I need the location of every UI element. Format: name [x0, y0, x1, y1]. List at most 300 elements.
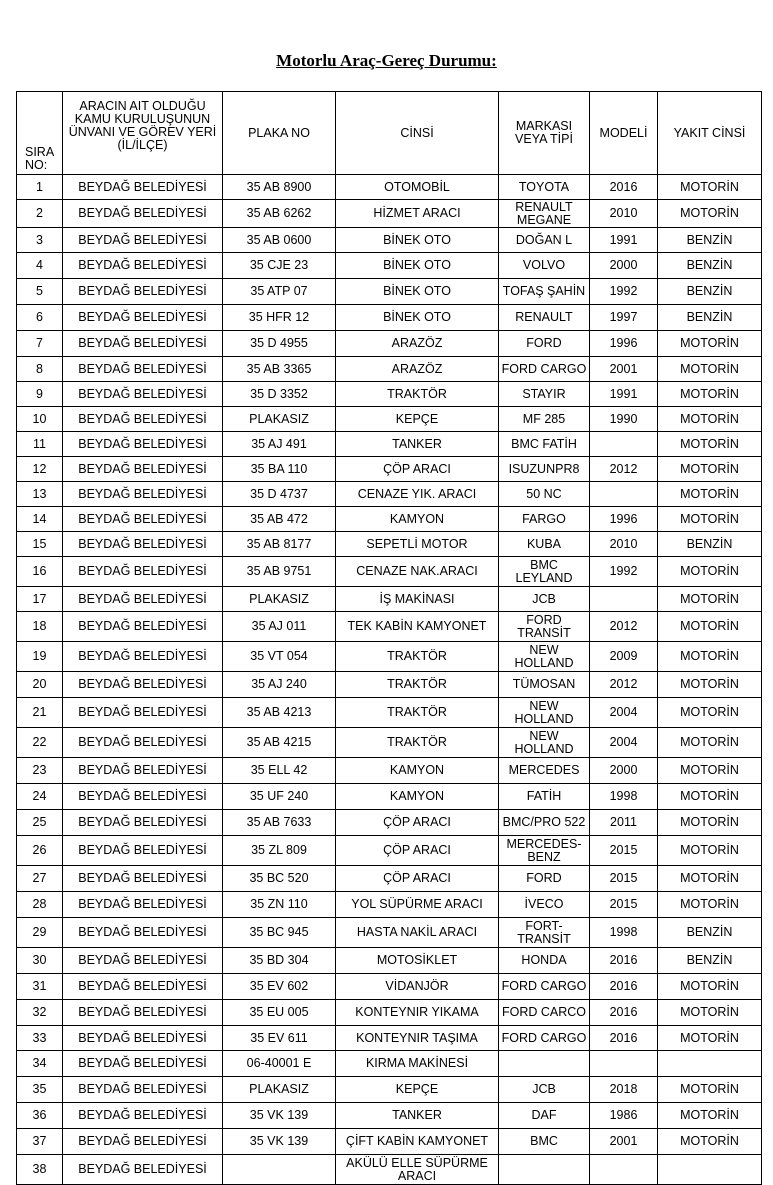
- table-row: [17, 672, 762, 698]
- cell-cinsi: KAMYON: [336, 507, 499, 532]
- cell-model: [590, 482, 658, 507]
- cell-cinsi: ÇÖP ARACI: [336, 836, 499, 866]
- cell-marka: TÜMOSAN: [499, 672, 590, 698]
- cell-sira-no: 18: [17, 612, 63, 642]
- cell-plaka: 35 CJE 23: [223, 253, 336, 279]
- table-row: [17, 279, 762, 305]
- cell-plaka: 35 EV 602: [223, 974, 336, 1000]
- cell-model: 2015: [590, 892, 658, 918]
- cell-model: 2004: [590, 698, 658, 728]
- cell-sira-no: 36: [17, 1103, 63, 1129]
- cell-cinsi: TRAKTÖR: [336, 642, 499, 672]
- cell-model: 2016: [590, 175, 658, 200]
- cell-plaka: 35 AB 7633: [223, 810, 336, 836]
- cell-model: 2016: [590, 974, 658, 1000]
- cell-cinsi: TRAKTÖR: [336, 672, 499, 698]
- cell-kurum: BEYDAĞ BELEDİYESİ: [63, 532, 223, 557]
- cell-model: 1986: [590, 1103, 658, 1129]
- table-row: [17, 974, 762, 1000]
- cell-plaka: 35 BA 110: [223, 457, 336, 482]
- cell-kurum: BEYDAĞ BELEDİYESİ: [63, 1129, 223, 1155]
- cell-model: 1991: [590, 382, 658, 407]
- cell-marka: FARGO: [499, 507, 590, 532]
- cell-model: 2012: [590, 612, 658, 642]
- cell-sira-no: 12: [17, 457, 63, 482]
- cell-sira-no: 15: [17, 532, 63, 557]
- cell-marka: FORD: [499, 866, 590, 892]
- cell-plaka: 35 ATP 07: [223, 279, 336, 305]
- cell-marka: JCB: [499, 587, 590, 612]
- cell-sira-no: 16: [17, 557, 63, 587]
- cell-yakit: MOTORİN: [658, 1026, 762, 1051]
- cell-yakit: [658, 1051, 762, 1077]
- cell-yakit: BENZİN: [658, 279, 762, 305]
- header-marka: MARKASI VEYA TİPİ: [499, 92, 590, 175]
- cell-plaka: 35 VK 139: [223, 1129, 336, 1155]
- table-row: [17, 1103, 762, 1129]
- cell-marka: BMC: [499, 1129, 590, 1155]
- cell-yakit: MOTORİN: [658, 407, 762, 432]
- cell-plaka: 35 EV 611: [223, 1026, 336, 1051]
- cell-sira-no: 20: [17, 672, 63, 698]
- cell-cinsi: MOTOSİKLET: [336, 948, 499, 974]
- cell-cinsi: CENAZE NAK.ARACI: [336, 557, 499, 587]
- cell-model: 2010: [590, 532, 658, 557]
- cell-cinsi: TRAKTÖR: [336, 728, 499, 758]
- cell-marka: MERCEDES-BENZ: [499, 836, 590, 866]
- cell-cinsi: BİNEK OTO: [336, 279, 499, 305]
- table-row: [17, 948, 762, 974]
- cell-sira-no: 14: [17, 507, 63, 532]
- cell-sira-no: 3: [17, 228, 63, 253]
- cell-model: 1998: [590, 784, 658, 810]
- table-row: [17, 698, 762, 728]
- cell-yakit: MOTORİN: [658, 728, 762, 758]
- cell-yakit: MOTORİN: [658, 457, 762, 482]
- cell-model: 2004: [590, 728, 658, 758]
- cell-plaka: 35 AB 8900: [223, 175, 336, 200]
- cell-yakit: MOTORİN: [658, 1103, 762, 1129]
- cell-kurum: BEYDAĞ BELEDİYESİ: [63, 758, 223, 784]
- page-title: Motorlu Araç-Gereç Durumu:: [276, 51, 497, 70]
- cell-kurum: BEYDAĞ BELEDİYESİ: [63, 587, 223, 612]
- cell-kurum: BEYDAĞ BELEDİYESİ: [63, 892, 223, 918]
- cell-plaka: 35 AB 4215: [223, 728, 336, 758]
- cell-plaka: 35 AB 472: [223, 507, 336, 532]
- cell-marka: [499, 1051, 590, 1077]
- cell-yakit: MOTORİN: [658, 357, 762, 382]
- table-row: [17, 457, 762, 482]
- cell-model: 2016: [590, 1026, 658, 1051]
- cell-yakit: MOTORİN: [658, 810, 762, 836]
- cell-kurum: BEYDAĞ BELEDİYESİ: [63, 279, 223, 305]
- cell-kurum: BEYDAĞ BELEDİYESİ: [63, 698, 223, 728]
- table-row: [17, 532, 762, 557]
- cell-kurum: BEYDAĞ BELEDİYESİ: [63, 457, 223, 482]
- cell-sira-no: 9: [17, 382, 63, 407]
- table-row: [17, 482, 762, 507]
- cell-plaka: 35 D 4955: [223, 331, 336, 357]
- cell-model: 2018: [590, 1077, 658, 1103]
- table-row: [17, 918, 762, 948]
- cell-marka: FORD CARGO: [499, 974, 590, 1000]
- cell-yakit: BENZİN: [658, 918, 762, 948]
- cell-sira-no: 26: [17, 836, 63, 866]
- cell-sira-no: 6: [17, 305, 63, 331]
- cell-cinsi: KONTEYNIR YIKAMA: [336, 1000, 499, 1026]
- cell-cinsi: BİNEK OTO: [336, 228, 499, 253]
- cell-model: 2012: [590, 457, 658, 482]
- cell-model: 2000: [590, 253, 658, 279]
- cell-model: 2012: [590, 672, 658, 698]
- cell-sira-no: 10: [17, 407, 63, 432]
- cell-sira-no: 11: [17, 432, 63, 457]
- cell-plaka: 35 BD 304: [223, 948, 336, 974]
- cell-cinsi: KAMYON: [336, 758, 499, 784]
- table-row: [17, 1000, 762, 1026]
- cell-cinsi: CENAZE YIK. ARACI: [336, 482, 499, 507]
- cell-sira-no: 28: [17, 892, 63, 918]
- cell-yakit: BENZİN: [658, 305, 762, 331]
- cell-cinsi: KONTEYNIR TAŞIMA: [336, 1026, 499, 1051]
- table-row: [17, 784, 762, 810]
- cell-model: 2001: [590, 1129, 658, 1155]
- cell-sira-no: 32: [17, 1000, 63, 1026]
- cell-cinsi: KEPÇE: [336, 407, 499, 432]
- cell-yakit: MOTORİN: [658, 557, 762, 587]
- cell-cinsi: KIRMA MAKİNESİ: [336, 1051, 499, 1077]
- cell-plaka: [223, 1155, 336, 1185]
- cell-marka: BMC FATİH: [499, 432, 590, 457]
- cell-marka: FORD CARGO: [499, 357, 590, 382]
- cell-cinsi: BİNEK OTO: [336, 305, 499, 331]
- cell-marka: ISUZUNPR8: [499, 457, 590, 482]
- cell-cinsi: ÇÖP ARACI: [336, 866, 499, 892]
- cell-cinsi: YOL SÜPÜRME ARACI: [336, 892, 499, 918]
- cell-model: 1990: [590, 407, 658, 432]
- cell-kurum: BEYDAĞ BELEDİYESİ: [63, 612, 223, 642]
- table-body: [17, 175, 762, 1185]
- cell-cinsi: ÇÖP ARACI: [336, 457, 499, 482]
- cell-kurum: BEYDAĞ BELEDİYESİ: [63, 482, 223, 507]
- cell-cinsi: ÇÖP ARACI: [336, 810, 499, 836]
- cell-kurum: BEYDAĞ BELEDİYESİ: [63, 200, 223, 228]
- header-kurum: ARACIN AIT OLDUĞU KAMU KURULUŞUNUN ÜNVANI VE GÖREV YERİ (İL/İLÇE): [63, 92, 223, 175]
- table-row: [17, 357, 762, 382]
- cell-plaka: 35 AB 4213: [223, 698, 336, 728]
- cell-marka: FORD TRANSİT: [499, 612, 590, 642]
- cell-plaka: 35 VK 139: [223, 1103, 336, 1129]
- cell-kurum: BEYDAĞ BELEDİYESİ: [63, 1077, 223, 1103]
- cell-model: 1992: [590, 557, 658, 587]
- cell-kurum: BEYDAĞ BELEDİYESİ: [63, 1051, 223, 1077]
- cell-marka: 50 NC: [499, 482, 590, 507]
- cell-yakit: MOTORİN: [658, 974, 762, 1000]
- cell-plaka: 35 AB 9751: [223, 557, 336, 587]
- cell-marka: İVECO: [499, 892, 590, 918]
- table-row: [17, 758, 762, 784]
- cell-yakit: BENZİN: [658, 532, 762, 557]
- cell-plaka: 35 D 4737: [223, 482, 336, 507]
- cell-model: 1992: [590, 279, 658, 305]
- cell-model: 2015: [590, 836, 658, 866]
- cell-sira-no: 27: [17, 866, 63, 892]
- cell-plaka: 35 VT 054: [223, 642, 336, 672]
- table-row: [17, 382, 762, 407]
- cell-plaka: 35 AJ 011: [223, 612, 336, 642]
- cell-plaka: 35 ZL 809: [223, 836, 336, 866]
- cell-plaka: 35 BC 520: [223, 866, 336, 892]
- cell-kurum: BEYDAĞ BELEDİYESİ: [63, 331, 223, 357]
- cell-sira-no: 34: [17, 1051, 63, 1077]
- cell-sira-no: 24: [17, 784, 63, 810]
- cell-kurum: BEYDAĞ BELEDİYESİ: [63, 1103, 223, 1129]
- cell-kurum: BEYDAĞ BELEDİYESİ: [63, 866, 223, 892]
- table-row: [17, 200, 762, 228]
- cell-sira-no: 1: [17, 175, 63, 200]
- cell-marka: STAYIR: [499, 382, 590, 407]
- cell-cinsi: VİDANJÖR: [336, 974, 499, 1000]
- cell-yakit: MOTORİN: [658, 758, 762, 784]
- cell-model: [590, 1051, 658, 1077]
- cell-plaka: 06-40001 E: [223, 1051, 336, 1077]
- cell-kurum: BEYDAĞ BELEDİYESİ: [63, 1155, 223, 1185]
- cell-kurum: BEYDAĞ BELEDİYESİ: [63, 918, 223, 948]
- cell-kurum: BEYDAĞ BELEDİYESİ: [63, 948, 223, 974]
- cell-model: 1996: [590, 331, 658, 357]
- cell-kurum: BEYDAĞ BELEDİYESİ: [63, 784, 223, 810]
- cell-marka: DOĞAN L: [499, 228, 590, 253]
- cell-model: [590, 432, 658, 457]
- cell-marka: RENAULT: [499, 305, 590, 331]
- cell-plaka: 35 AB 8177: [223, 532, 336, 557]
- cell-plaka: PLAKASIZ: [223, 587, 336, 612]
- cell-marka: KUBA: [499, 532, 590, 557]
- cell-plaka: 35 AJ 240: [223, 672, 336, 698]
- cell-cinsi: ARAZÖZ: [336, 357, 499, 382]
- table-row: [17, 1051, 762, 1077]
- table-row: [17, 331, 762, 357]
- cell-model: 1991: [590, 228, 658, 253]
- cell-kurum: BEYDAĞ BELEDİYESİ: [63, 557, 223, 587]
- cell-plaka: 35 UF 240: [223, 784, 336, 810]
- cell-model: 1997: [590, 305, 658, 331]
- cell-marka: BMC/PRO 522: [499, 810, 590, 836]
- cell-plaka: 35 AB 3365: [223, 357, 336, 382]
- cell-cinsi: ÇİFT KABİN KAMYONET: [336, 1129, 499, 1155]
- cell-yakit: MOTORİN: [658, 1077, 762, 1103]
- table-row: [17, 1129, 762, 1155]
- cell-model: 2016: [590, 1000, 658, 1026]
- cell-cinsi: TEK KABİN KAMYONET: [336, 612, 499, 642]
- cell-sira-no: 21: [17, 698, 63, 728]
- cell-yakit: BENZİN: [658, 948, 762, 974]
- cell-kurum: BEYDAĞ BELEDİYESİ: [63, 836, 223, 866]
- cell-marka: FORD CARCO: [499, 1000, 590, 1026]
- cell-marka: FORD CARGO: [499, 1026, 590, 1051]
- cell-cinsi: AKÜLÜ ELLE SÜPÜRME ARACI: [336, 1155, 499, 1185]
- cell-kurum: BEYDAĞ BELEDİYESİ: [63, 305, 223, 331]
- cell-kurum: BEYDAĞ BELEDİYESİ: [63, 974, 223, 1000]
- cell-sira-no: 30: [17, 948, 63, 974]
- cell-kurum: BEYDAĞ BELEDİYESİ: [63, 1026, 223, 1051]
- cell-yakit: MOTORİN: [658, 507, 762, 532]
- cell-sira-no: 7: [17, 331, 63, 357]
- cell-yakit: MOTORİN: [658, 1000, 762, 1026]
- table-row: [17, 557, 762, 587]
- cell-marka: JCB: [499, 1077, 590, 1103]
- cell-model: 2016: [590, 948, 658, 974]
- cell-model: 2001: [590, 357, 658, 382]
- cell-kurum: BEYDAĞ BELEDİYESİ: [63, 175, 223, 200]
- table-row: [17, 228, 762, 253]
- cell-plaka: PLAKASIZ: [223, 1077, 336, 1103]
- table-row: [17, 612, 762, 642]
- cell-cinsi: OTOMOBİL: [336, 175, 499, 200]
- cell-marka: HONDA: [499, 948, 590, 974]
- table-row: [17, 1026, 762, 1051]
- cell-kurum: BEYDAĞ BELEDİYESİ: [63, 407, 223, 432]
- cell-plaka: PLAKASIZ: [223, 407, 336, 432]
- vehicle-table: [16, 91, 762, 1185]
- table-row: [17, 507, 762, 532]
- table-row: [17, 836, 762, 866]
- cell-kurum: BEYDAĞ BELEDİYESİ: [63, 507, 223, 532]
- cell-marka: [499, 1155, 590, 1185]
- cell-kurum: BEYDAĞ BELEDİYESİ: [63, 672, 223, 698]
- cell-cinsi: BİNEK OTO: [336, 253, 499, 279]
- cell-marka: MERCEDES: [499, 758, 590, 784]
- cell-model: 1998: [590, 918, 658, 948]
- cell-cinsi: TRAKTÖR: [336, 382, 499, 407]
- cell-sira-no: 5: [17, 279, 63, 305]
- cell-yakit: MOTORİN: [658, 432, 762, 457]
- cell-kurum: BEYDAĞ BELEDİYESİ: [63, 228, 223, 253]
- cell-sira-no: 38: [17, 1155, 63, 1185]
- cell-plaka: 35 ZN 110: [223, 892, 336, 918]
- cell-plaka: 35 AB 6262: [223, 200, 336, 228]
- cell-yakit: MOTORİN: [658, 698, 762, 728]
- cell-sira-no: 19: [17, 642, 63, 672]
- cell-plaka: 35 ELL 42: [223, 758, 336, 784]
- cell-model: 2015: [590, 866, 658, 892]
- cell-model: [590, 587, 658, 612]
- cell-sira-no: 22: [17, 728, 63, 758]
- cell-model: 2011: [590, 810, 658, 836]
- cell-sira-no: 29: [17, 918, 63, 948]
- table-row: [17, 432, 762, 457]
- cell-cinsi: SEPETLİ MOTOR: [336, 532, 499, 557]
- cell-marka: FORD: [499, 331, 590, 357]
- cell-cinsi: KAMYON: [336, 784, 499, 810]
- header-sira-no: SIRA NO:: [17, 92, 63, 175]
- cell-yakit: MOTORİN: [658, 200, 762, 228]
- cell-kurum: BEYDAĞ BELEDİYESİ: [63, 642, 223, 672]
- table-row: [17, 728, 762, 758]
- cell-cinsi: TRAKTÖR: [336, 698, 499, 728]
- cell-yakit: MOTORİN: [658, 382, 762, 407]
- cell-yakit: MOTORİN: [658, 1129, 762, 1155]
- table-header-row: [17, 92, 762, 175]
- cell-sira-no: 33: [17, 1026, 63, 1051]
- cell-kurum: BEYDAĞ BELEDİYESİ: [63, 810, 223, 836]
- cell-yakit: BENZİN: [658, 253, 762, 279]
- cell-marka: DAF: [499, 1103, 590, 1129]
- table-row: [17, 253, 762, 279]
- cell-sira-no: 31: [17, 974, 63, 1000]
- cell-plaka: 35 AJ 491: [223, 432, 336, 457]
- cell-cinsi: ARAZÖZ: [336, 331, 499, 357]
- cell-kurum: BEYDAĞ BELEDİYESİ: [63, 382, 223, 407]
- header-cinsi: CİNSİ: [336, 92, 499, 175]
- cell-yakit: MOTORİN: [658, 587, 762, 612]
- table-row: [17, 305, 762, 331]
- cell-sira-no: 2: [17, 200, 63, 228]
- cell-yakit: MOTORİN: [658, 642, 762, 672]
- table-row: [17, 866, 762, 892]
- cell-cinsi: TANKER: [336, 432, 499, 457]
- cell-marka: NEW HOLLAND: [499, 728, 590, 758]
- cell-yakit: MOTORİN: [658, 836, 762, 866]
- cell-yakit: [658, 1155, 762, 1185]
- cell-model: 2000: [590, 758, 658, 784]
- cell-plaka: 35 AB 0600: [223, 228, 336, 253]
- cell-yakit: BENZİN: [658, 228, 762, 253]
- table-row: [17, 642, 762, 672]
- cell-plaka: 35 EU 005: [223, 1000, 336, 1026]
- header-plaka: PLAKA NO: [223, 92, 336, 175]
- cell-yakit: MOTORİN: [658, 672, 762, 698]
- cell-sira-no: 35: [17, 1077, 63, 1103]
- cell-marka: MF 285: [499, 407, 590, 432]
- cell-marka: FATİH: [499, 784, 590, 810]
- header-yakit: YAKIT CİNSİ: [658, 92, 762, 175]
- cell-marka: BMC LEYLAND: [499, 557, 590, 587]
- cell-plaka: 35 HFR 12: [223, 305, 336, 331]
- table-row: [17, 175, 762, 200]
- cell-kurum: BEYDAĞ BELEDİYESİ: [63, 432, 223, 457]
- cell-yakit: MOTORİN: [658, 331, 762, 357]
- cell-cinsi: İŞ MAKİNASI: [336, 587, 499, 612]
- cell-kurum: BEYDAĞ BELEDİYESİ: [63, 357, 223, 382]
- header-model: MODELİ: [590, 92, 658, 175]
- cell-yakit: MOTORİN: [658, 612, 762, 642]
- table-row: [17, 1155, 762, 1185]
- cell-cinsi: HİZMET ARACI: [336, 200, 499, 228]
- cell-cinsi: TANKER: [336, 1103, 499, 1129]
- cell-yakit: MOTORİN: [658, 175, 762, 200]
- cell-marka: RENAULT MEGANE: [499, 200, 590, 228]
- cell-yakit: MOTORİN: [658, 482, 762, 507]
- cell-sira-no: 17: [17, 587, 63, 612]
- cell-kurum: BEYDAĞ BELEDİYESİ: [63, 1000, 223, 1026]
- cell-yakit: MOTORİN: [658, 866, 762, 892]
- cell-marka: FORT-TRANSİT: [499, 918, 590, 948]
- cell-sira-no: 23: [17, 758, 63, 784]
- cell-marka: NEW HOLLAND: [499, 642, 590, 672]
- cell-marka: TOFAŞ ŞAHİN: [499, 279, 590, 305]
- cell-marka: TOYOTA: [499, 175, 590, 200]
- table-row: [17, 1077, 762, 1103]
- cell-yakit: MOTORİN: [658, 784, 762, 810]
- cell-model: 1996: [590, 507, 658, 532]
- cell-marka: NEW HOLLAND: [499, 698, 590, 728]
- table-row: [17, 810, 762, 836]
- table-row: [17, 407, 762, 432]
- table-row: [17, 892, 762, 918]
- cell-yakit: MOTORİN: [658, 892, 762, 918]
- cell-kurum: BEYDAĞ BELEDİYESİ: [63, 728, 223, 758]
